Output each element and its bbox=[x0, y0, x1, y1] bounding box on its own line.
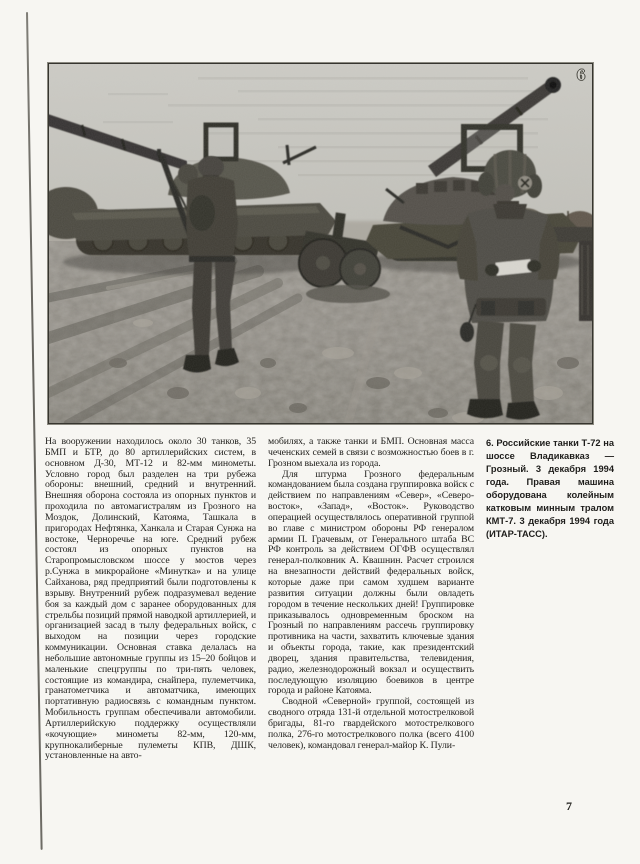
paragraph: Для штурма Грозного федеральным командованием была создана группировка войск с действием по направлениям «Север», «Северо-восток», «Запад», «Восток». Руководство операцией осуществлялось оперативной группой во главе с министром обороны РФ генералом армии П. Грачевым, от Генерального штаба ВС РФ контроль за действием ОГФВ осуществлял генерал-полковник А. Квашнин. Расчет строился на внезапности действий федеральных войск, которые даже при самом худшем варианте развития ситуации должны были овладеть городом в течение нескольких дней! Группировке приказывалось одновременным броском на Грозный по направлениям рассечь группировку противника на части, захватить ключевые здания и объекты города, такие, как президентский дворец, здания правительства, телевидения, радио, железнодорожный вокзал и осуществить последующую изоляцию боевиков в центре города и районе Катояма. bbox=[268, 468, 474, 697]
body-column-left bbox=[45, 437, 256, 762]
page-binding-shadow bbox=[26, 12, 43, 850]
tanks-photo-illustration bbox=[48, 63, 593, 424]
photo-caption bbox=[486, 437, 614, 541]
photo-figure bbox=[48, 63, 593, 424]
caption-text: 6. Российские танки Т-72 на шоссе Владикавказ — Грозный. 3 декабря 1994 года. Правая машина оборудована колейным катковым минным тралом КМТ-7. 3 декабря 1994 года (ИТАР-ТАСС). bbox=[486, 438, 614, 539]
page-number: 7 bbox=[566, 799, 572, 813]
photo-grain bbox=[48, 63, 593, 424]
body-column-right bbox=[268, 437, 474, 751]
paragraph: Сводной «Северной» группой, состоящей из сводного отряда 131-й отдельной мотострелковой бригады, 81-го гвардейского мотострелкового полка, 276-го мотострелкового полка (всего 4100 человек), командовал генерал-майор К. Пули- bbox=[268, 696, 474, 751]
paragraph: мобилях, а также танки и БМП. Основная масса чеченских семей в связи с возможностью боев в г. Грозном выехала из города. bbox=[268, 436, 474, 469]
figure-number-badge: 6 bbox=[577, 67, 585, 84]
paragraph: На вооружении находилось около 30 танков, 35 БМП и БТР, до 80 артиллерийских систем, в основном Д-30, МТ-12 и 82-мм минометы. Условно город был разделен на три рубежа обороны: внешний, средний и внутренний. Внешняя оборона состояла из опорных пунктов и проходила по автомагистралям из Грозного на Моздок, Долинский, Катояма, Ташкала в пригородах Нефтянка, Ханкала и Старая Сунжа на востоке, Черноречье на юге. Средний рубеж состоял из опорных пунктов на Старопромысловском шоссе у мостов через р.Сунжа в микрорайоне «Минутка» и на улице Сайханова, ряд предприятий были подготовлены к взрыву. Внутренний рубеж подразумевал ведение боя за каждый дом с заранее оборудованных для стрельбы позиций прямой наводкой артиллерией, и организацией засад в тылу федеральных войск, с выходом на позиции через городские коммуникации. Основная ставка делалась на небольшие автономные группы из 15–20 бойцов и маленькие спецгруппы по три-пять человек, состоящие из командира, снайпера, пулеметчика, гранатометчика и автоматчика, имеющих портативную радиосвязь с командным пунктом. Мобильность группам обеспечивали автомобили. Артиллерийскую поддержку осуществляли «кочующие» минометы 82-мм, 120-мм, крупнокалиберные пулеметы КПВ, ДШК, установленные на авто- bbox=[45, 436, 256, 762]
